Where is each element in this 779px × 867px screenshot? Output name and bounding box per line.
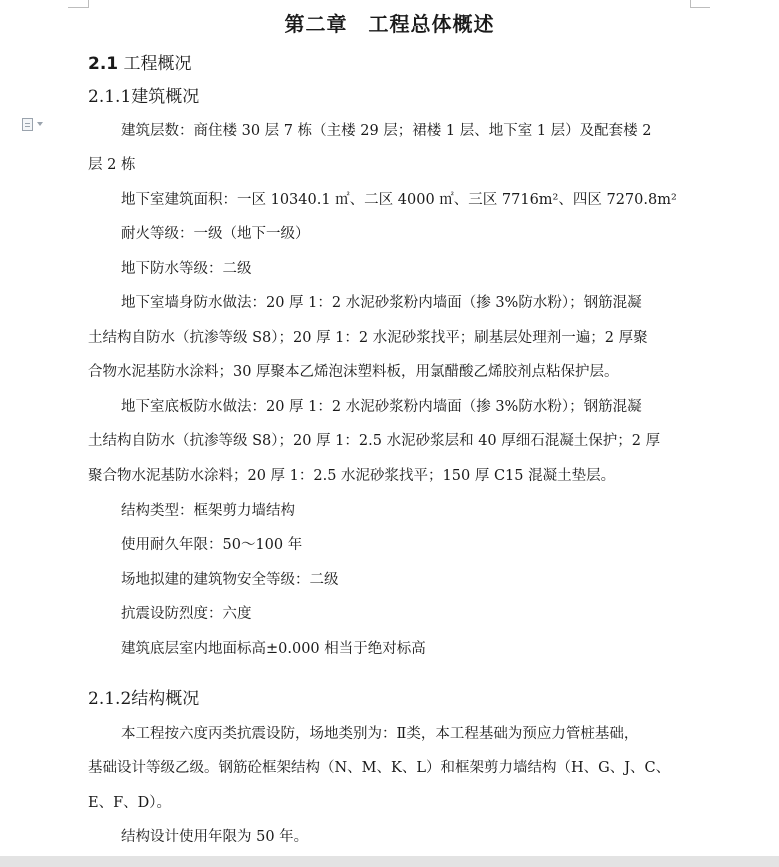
paragraph-line: 地下室墙身防水做法：20 厚 1：2 水泥砂浆粉内墙面（掺 3%防水粉）；钢筋混凝 (121, 295, 642, 311)
page-bottom-gutter (0, 856, 779, 867)
paragraph-line: 地下防水等级：二级 (121, 261, 252, 277)
margin-corner-top-left-h (68, 7, 88, 8)
paragraph-line: 抗震设防烈度：六度 (121, 606, 252, 622)
paragraph-line: 建筑底层室内地面标高±0.000 相当于绝对标高 (121, 641, 426, 657)
section-title: 工程概况 (118, 54, 192, 74)
margin-corner-top-right-h (690, 7, 710, 8)
paragraph-line: 合物水泥基防水涂料；30 厚聚本乙烯泡沫塑料板，用氯醋酸乙烯胶剂点粘保护层。 (88, 364, 619, 380)
document-sheet-icon (22, 118, 33, 131)
section-heading (88, 51, 192, 77)
paragraph-line: 土结构自防水（抗渗等级 S8）；20 厚 1：2 水泥砂浆找平；刷基层处理剂一遍；2 厚聚 (88, 330, 648, 346)
paragraph-line: 结构设计使用年限为 50 年。 (121, 829, 309, 845)
section-number: 2.1 (88, 54, 119, 74)
subsection-heading-building: 2.1.1建筑概况 (88, 87, 200, 107)
document-icon[interactable] (22, 117, 50, 131)
chapter-title: 第二章 工程总体概述 (284, 12, 495, 36)
paragraph-line: 本工程按六度丙类抗震设防，场地类别为：Ⅱ类，本工程基础为预应力管桩基础， (121, 726, 639, 742)
page-right-gutter (762, 0, 779, 856)
paragraph-line: 地下室底板防水做法：20 厚 1：2 水泥砂浆粉内墙面（掺 3%防水粉）；钢筋混凝 (121, 399, 642, 415)
paragraph-line: 结构类型：框架剪力墙结构 (121, 503, 295, 519)
paragraph-line: 聚合物水泥基防水涂料；20 厚 1：2.5 水泥砂浆找平；150 厚 C15 混凝土垫层。 (88, 468, 616, 484)
subsection-heading-structure: 2.1.2结构概况 (88, 689, 200, 709)
paragraph-line: 地下室建筑面积：一区 10340.1 ㎡、二区 4000 ㎡、三区 7716m²、四区 7270.8m² (121, 192, 677, 208)
paragraph-line: 土结构自防水（抗渗等级 S8）；20 厚 1：2.5 水泥砂浆层和 40 厚细石混凝土保护；2 厚 (88, 433, 661, 449)
paragraph-line: 使用耐久年限：50～100 年 (121, 537, 303, 553)
paragraph-line: 场地拟建的建筑物安全等级：二级 (121, 572, 339, 588)
paragraph-line: 耐火等级：一级（地下一级） (121, 226, 310, 242)
paragraph-line: 层 2 栋 (88, 157, 136, 173)
paragraph-line: 基础设计等级乙级。钢筋砼框架结构（N、M、K、L）和框架剪力墙结构（H、G、J、C、 (88, 760, 671, 776)
paragraph-line: E、F、D）。 (88, 795, 172, 811)
chevron-down-icon (37, 122, 43, 126)
paragraph-line: 建筑层数：商住楼 30 层 7 栋（主楼 29 层；裙楼 1 层、地下室 1 层）及配套楼 2 (121, 123, 652, 139)
